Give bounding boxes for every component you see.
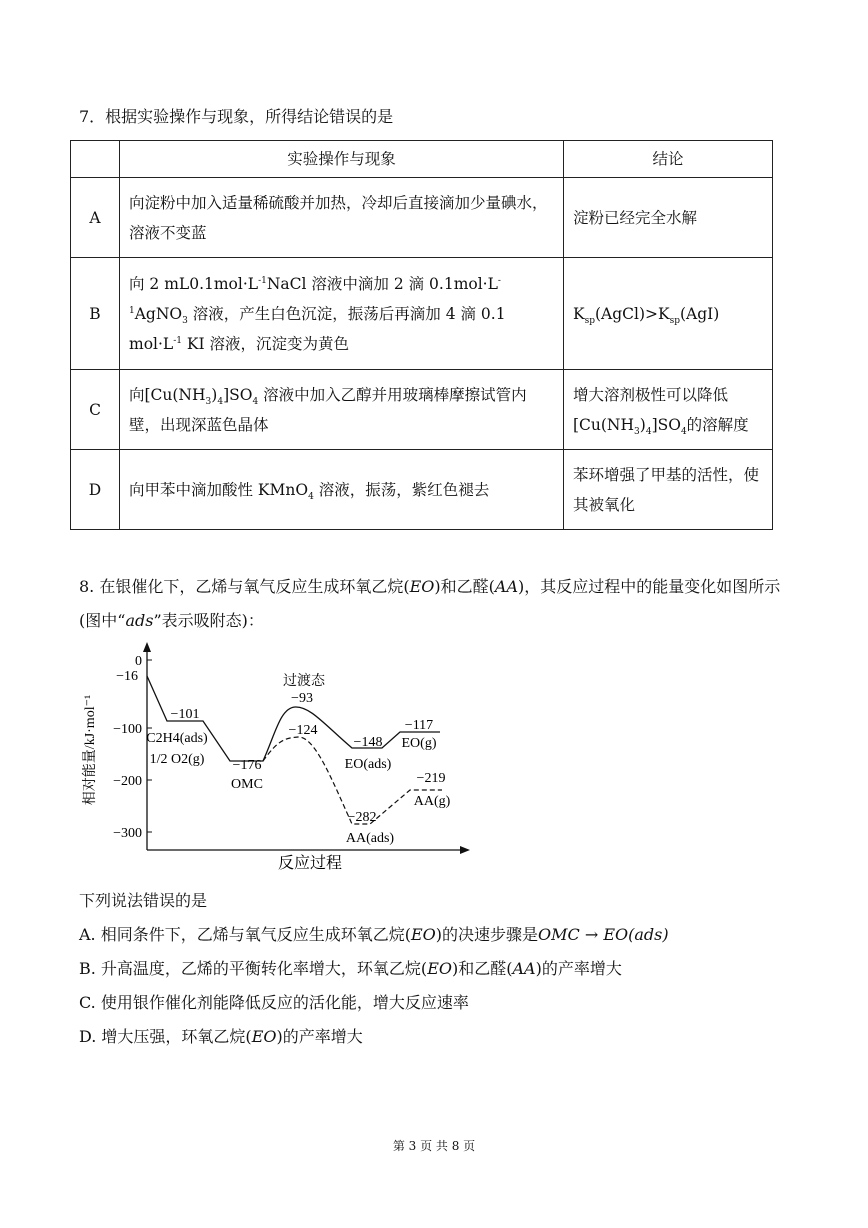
- energy-label-101: −101: [170, 707, 200, 722]
- operation-cell: 向淀粉中加入适量稀硫酸并加热，冷却后直接滴加少量碘水，溶液不变蓝: [120, 178, 564, 258]
- text: NaCl 溶液中滴加 2 滴 0.1mol·L: [266, 274, 498, 293]
- table-row-b: [71, 258, 773, 370]
- energy-label-219: −219: [416, 771, 446, 786]
- text: )的产率增大: [276, 1027, 363, 1046]
- text: ): [639, 415, 646, 434]
- conclusion-cell: 苯环增强了甲基的活性，使其被氧化: [564, 450, 773, 530]
- option-d: [79, 1020, 669, 1054]
- header-operation: 实验操作与现象: [120, 141, 564, 178]
- header-conclusion: 结论: [564, 141, 773, 178]
- text: 向甲苯中滴加酸性 KMnO: [129, 480, 309, 499]
- species-eo-ads: EO(ads): [344, 757, 392, 772]
- energy-label-148: −148: [353, 735, 383, 750]
- text: )的产率增大: [535, 959, 622, 978]
- operation-cell: [120, 370, 564, 450]
- question-8-options: [79, 884, 669, 1054]
- subscript: 3: [205, 396, 212, 407]
- text: ”表示吸附态)：: [153, 611, 264, 630]
- x-axis-label: 反应过程: [277, 855, 343, 872]
- table-header-row: [71, 141, 773, 178]
- species-c2h4: C2H4(ads): [146, 731, 208, 746]
- subscript: 4: [680, 426, 687, 437]
- subscript: sp: [669, 315, 680, 326]
- y-tick-label: −300: [113, 826, 142, 841]
- subscript: 4: [252, 396, 259, 407]
- text: AgNO: [134, 304, 183, 323]
- energy-label-117: −117: [404, 718, 434, 733]
- text: KI 溶液，沉淀变为黄色: [182, 334, 350, 353]
- question-8-stem: [79, 570, 799, 638]
- y-tick-label: −100: [113, 722, 142, 737]
- text: ]SO: [223, 385, 253, 404]
- text: (AgI): [679, 304, 720, 323]
- question-8-prompt: 下列说法错误的是: [79, 891, 208, 910]
- text: 增大溶剂极性可以降低[Cu(NH: [573, 385, 729, 434]
- energy-diagram: [70, 640, 480, 875]
- table-row-d: [71, 450, 773, 530]
- species-aa-ads: AA(ads): [345, 831, 395, 846]
- math: AA: [512, 959, 536, 978]
- energy-label-176: −176: [232, 758, 262, 773]
- subscript: 3: [634, 426, 640, 437]
- energy-label-282: −282: [347, 810, 377, 825]
- y-tick-label: 0: [135, 654, 142, 669]
- species-omc: OMC: [231, 777, 263, 792]
- header-blank: [71, 141, 120, 178]
- option-label: C: [71, 370, 120, 450]
- text: 的溶解度: [686, 415, 749, 434]
- subscript: 4: [217, 396, 224, 407]
- text: )，其反应过程中的能量变化如图所示(图中“: [79, 577, 781, 630]
- superscript: -1: [258, 275, 267, 286]
- energy-label-124: −124: [288, 723, 318, 738]
- superscript: -1: [129, 275, 501, 316]
- species-eo-g: EO(g): [401, 736, 437, 751]
- math: AA: [494, 577, 519, 596]
- text: 向[Cu(NH: [129, 385, 206, 404]
- text: )和乙醛(: [434, 577, 495, 596]
- math: EO: [410, 925, 436, 944]
- text: ): [211, 385, 218, 404]
- text: (AgCl)>K: [594, 304, 670, 323]
- option-a: [79, 918, 669, 952]
- energy-label-16: −16: [116, 669, 138, 684]
- y-axis-label: 相对能量/kJ·mol⁻¹: [83, 694, 98, 806]
- option-label: B: [71, 258, 120, 370]
- subscript: 4: [645, 426, 652, 437]
- option-c: C. 使用银作催化剂能降低反应的活化能，增大反应速率: [79, 993, 469, 1012]
- text: D. 增大压强，环氧乙烷(: [79, 1027, 252, 1046]
- species-o2: 1/2 O2(g): [149, 752, 205, 767]
- species-aa-g: AA(g): [413, 794, 451, 809]
- subscript: sp: [584, 315, 595, 326]
- text: B. 升高温度，乙烯的平衡转化率增大，环氧乙烷(: [79, 959, 428, 978]
- subscript: 4: [308, 491, 314, 502]
- transition-state-label: 过渡态: [283, 674, 325, 689]
- math: ads: [125, 611, 154, 630]
- conclusion-cell: [564, 370, 773, 450]
- math: OMC → EO(ads): [538, 925, 669, 944]
- option-b: [79, 952, 669, 986]
- page-footer: 第 3 页 共 8 页: [392, 1139, 476, 1153]
- table-row-a: [71, 178, 773, 258]
- conclusion-cell: 淀粉已经完全水解: [564, 178, 773, 258]
- y-axis-arrow: [143, 642, 151, 652]
- text: )和乙醛(: [451, 959, 513, 978]
- operation-cell: [120, 258, 564, 370]
- text: A. 相同条件下，乙烯与氧气反应生成环氧乙烷(: [79, 925, 411, 944]
- option-label: A: [71, 178, 120, 258]
- conclusion-cell: [564, 258, 773, 370]
- experiment-table: [70, 140, 773, 530]
- text: 溶液，产生白色沉淀，振荡后再滴加 4 滴 0.1 mol·L: [129, 304, 506, 353]
- text: 溶液，振荡，紫红色褪去: [313, 480, 490, 499]
- math: EO: [409, 577, 435, 596]
- y-tick-label: −200: [113, 774, 142, 789]
- table-row-c: [71, 370, 773, 450]
- operation-cell: [120, 450, 564, 530]
- text: 溶液中加入乙醇并用玻璃棒摩擦试管内壁，出现深蓝色晶体: [129, 385, 527, 434]
- text: 向 2 mL0.1mol·L: [129, 274, 259, 293]
- superscript: -1: [173, 335, 182, 346]
- text: )的决速步骤是: [435, 925, 539, 944]
- text: 8. 在银催化下，乙烯与氧气反应生成环氧乙烷(: [79, 577, 410, 596]
- x-axis-arrow: [460, 846, 470, 854]
- subscript: 3: [182, 315, 188, 326]
- option-label: D: [71, 450, 120, 530]
- text: ]SO: [651, 415, 681, 434]
- math: EO: [427, 959, 452, 978]
- math: EO: [251, 1027, 277, 1046]
- question-7-title: 7．根据实验操作与现象，所得结论错误的是: [79, 107, 394, 126]
- energy-label-93: −93: [291, 691, 313, 706]
- text: K: [573, 304, 585, 323]
